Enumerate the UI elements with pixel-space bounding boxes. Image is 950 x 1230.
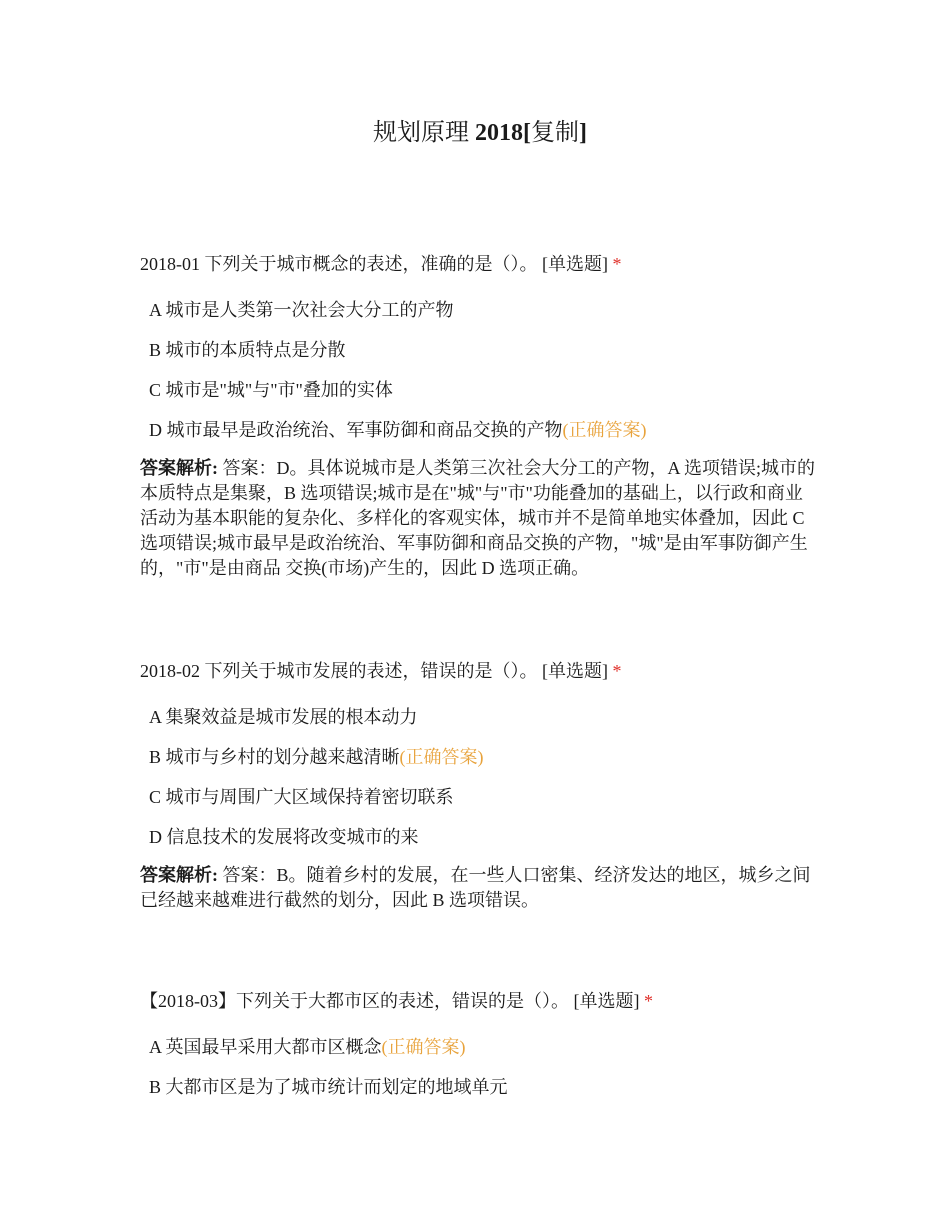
question-stem — [140, 252, 820, 276]
option-label: A 城市是人类第一次社会大分工的产物 — [149, 300, 454, 320]
question-type: [单选题] — [542, 254, 608, 274]
option-c[interactable] — [140, 785, 820, 809]
question-2 — [140, 659, 820, 913]
title-copy: 复制 — [531, 120, 579, 146]
question-text: 2018-01 下列关于城市概念的表述，准确的是（）。 — [140, 254, 538, 274]
title-suffix: ] — [579, 120, 587, 146]
option-a[interactable] — [140, 1035, 820, 1059]
question-type: [单选题] — [573, 991, 640, 1011]
analysis-text: 答案：D。具体说城市是人类第三次社会大分工的产物，A 选项错误;城市的本质特点是集聚，B 选项错误;城市是在"城"与"市"功能叠加的基础上，以行政和商业活动为基本职能的复杂化、多样化的客观实体，城市并不是简单地实体叠加，因此 C 选项错误;城市最早是政治统治、军事防御和商品交换的产物，"城"是由军事防御产生的，"市"是由商品 交换(市场)产生的，因此 D 选项正确。 — [140, 458, 816, 578]
analysis-label: 答案解析: — [140, 865, 218, 885]
option-b[interactable] — [140, 1075, 820, 1099]
option-label: B 城市与乡村的划分越来越清晰 — [149, 747, 400, 767]
answer-analysis — [140, 456, 820, 581]
option-label: C 城市是"城"与"市"叠加的实体 — [149, 380, 393, 400]
option-label: A 英国最早采用大都市区概念 — [149, 1037, 382, 1057]
option-label: A 集聚效益是城市发展的根本动力 — [149, 707, 418, 727]
option-label: B 城市的本质特点是分散 — [149, 340, 346, 360]
option-d[interactable] — [140, 825, 820, 849]
correct-answer-tag: (正确答案) — [381, 1037, 466, 1057]
title-prefix: 规划原理 — [373, 120, 475, 146]
correct-answer-tag: (正确答案) — [399, 747, 484, 767]
option-a[interactable] — [140, 705, 820, 729]
question-text: 【2018-03】下列关于大都市区的表述，错误的是（）。 — [140, 991, 569, 1011]
question-text: 2018-02 下列关于城市发展的表述，错误的是（）。 — [140, 661, 538, 681]
correct-answer-tag: (正确答案) — [562, 420, 647, 440]
page-title — [0, 112, 950, 147]
question-stem — [140, 989, 820, 1013]
required-mark: * — [612, 254, 622, 274]
option-label: D 信息技术的发展将改变城市的来 — [149, 827, 419, 847]
option-b[interactable] — [140, 338, 820, 362]
question-1 — [140, 252, 820, 581]
question-type: [单选题] — [542, 661, 608, 681]
option-label: D 城市最早是政治统治、军事防御和商品交换的产物 — [149, 420, 563, 440]
question-stem — [140, 659, 820, 683]
option-c[interactable] — [140, 378, 820, 402]
question-3 — [140, 989, 820, 1115]
option-label: B 大都市区是为了城市统计而划定的地域单元 — [149, 1077, 508, 1097]
option-d[interactable] — [140, 418, 820, 442]
title-year: 2018[ — [475, 120, 531, 146]
option-a[interactable] — [140, 298, 820, 322]
required-mark: * — [644, 991, 653, 1011]
required-mark: * — [612, 661, 622, 681]
option-b[interactable] — [140, 745, 820, 769]
answer-analysis — [140, 863, 820, 913]
analysis-label: 答案解析: — [140, 458, 218, 478]
option-label: C 城市与周围广大区域保持着密切联系 — [149, 787, 454, 807]
analysis-text: 答案：B。随着乡村的发展，在一些人口密集、经济发达的地区，城乡之间已经越来越难进行截然的划分，因此 B 选项错误。 — [140, 865, 811, 910]
